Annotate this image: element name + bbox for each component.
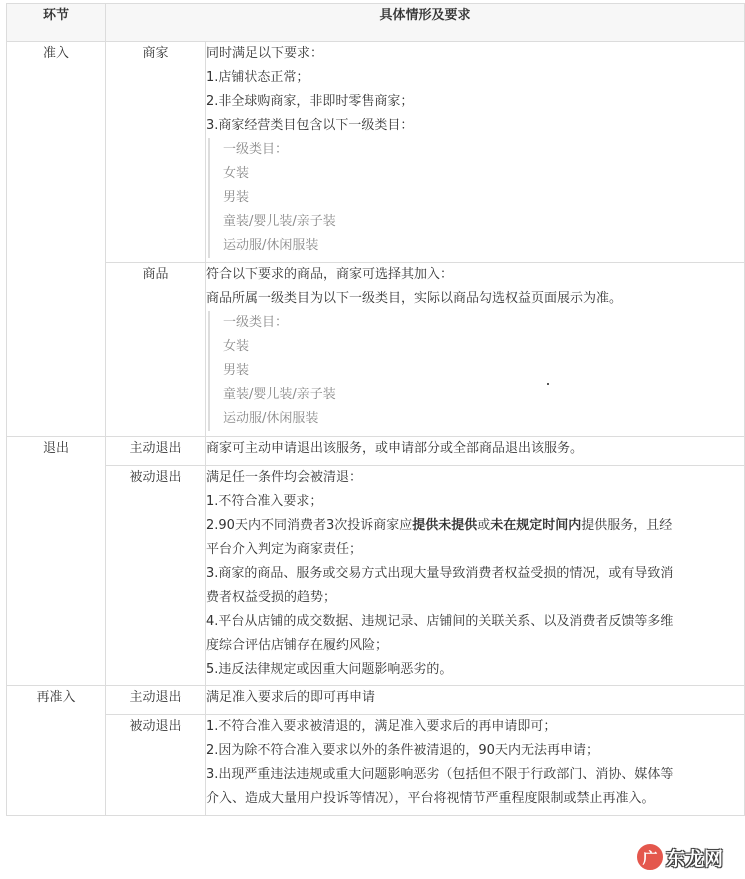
text-segment: 提供服务，且经 [581,518,673,533]
detail-goods [206,263,745,437]
watermark-logo-icon: 广 [636,843,664,871]
text-line: 3.商家经营类目包含以下一级类目： [206,118,414,133]
text-line: 度综合评估店铺存在履约风险； [206,638,389,653]
category-item: 童装/婴儿装/亲子装 [223,214,336,229]
text-line [206,514,744,538]
text-line: 5.违反法律规定或因重大问题影响恶劣的。 [206,662,453,677]
category-item: 运动服/休闲服装 [223,411,319,426]
category-item: 女装 [223,166,250,181]
stage-readmission: 再准入 [7,686,106,816]
text-line: 1.店铺状态正常； [206,70,310,85]
watermark-text: 东龙网 [665,847,723,870]
header-stage: 环节 [7,4,106,42]
sub-goods: 商品 [106,263,206,437]
detail-exit-active [206,437,745,466]
text-line: 商家可主动申请退出该服务，或申请部分或全部商品退出该服务。 [206,441,584,456]
table-row [7,686,745,715]
watermark [636,843,723,871]
category-item: 男装 [223,190,250,205]
text-line: 同时满足以下要求： [206,46,324,61]
header-detail: 具体情形及要求 [106,4,745,42]
category-item: 男装 [223,363,250,378]
text-line: 3.出现严重违法违规或重大问题影响恶劣（包括但不限于行政部门、消协、媒体等 [206,767,674,782]
table-row [7,715,745,816]
sub-merchant: 商家 [106,42,206,263]
text-line: 2.非全球购商家，非即时零售商家； [206,94,414,109]
text-segment: 或 [477,518,491,533]
text-line: 商品所属一级类目为以下一级类目，实际以商品勾选权益页面展示为准。 [206,291,623,306]
category-item: 女装 [223,339,250,354]
text-line: 1.不符合准入要求； [206,494,323,509]
text-segment: 2.90天内不同消费者3次投诉商家应 [206,518,413,533]
sub-exit-active: 主动退出 [106,437,206,466]
text-line: 平台介入判定为商家责任； [206,542,363,557]
table-row [7,42,745,263]
category-item: 运动服/休闲服装 [223,238,319,253]
category-item: 一级类目： [223,142,289,157]
category-quote [208,311,744,431]
text-line: 符合以下要求的商品，商家可选择其加入： [206,267,454,282]
emphasis-text: 提供未提供 [412,518,478,533]
detail-merchant [206,42,745,263]
sub-re-active: 主动退出 [106,686,206,715]
text-line: 4.平台从店铺的成交数据、违规记录、店铺间的关联关系、以及消费者反馈等多维 [206,614,674,629]
text-line: 介入、造成大量用户投诉等情况），平台将视情节严重程度限制或禁止再准入。 [206,791,655,806]
detail-re-active [206,686,745,715]
table-row [7,263,745,437]
text-line: 3.商家的商品、服务或交易方式出现大量导致消费者权益受损的情况，或有导致消 [206,566,674,581]
table-row [7,437,745,466]
category-quote [208,138,744,258]
detail-re-passive [206,715,745,816]
stage-exit: 退出 [7,437,106,686]
table-header-row [7,4,745,42]
sub-exit-passive: 被动退出 [106,466,206,686]
text-line: 1.不符合准入要求被清退的，满足准入要求后的再申请即可； [206,719,557,734]
text-line: 2.因为除不符合准入要求以外的条件被清退的，90天内无法再申请； [206,743,599,758]
stage-admission: 准入 [7,42,106,437]
category-item: 一级类目： [223,315,289,330]
detail-exit-passive [206,466,745,686]
rules-table [6,3,745,816]
text-line: 满足任一条件均会被清退： [206,470,363,485]
emphasis-text: 未在规定时间内 [490,518,582,533]
text-line: 费者权益受损的趋势； [206,590,337,605]
stray-dot [547,383,549,385]
sub-re-passive: 被动退出 [106,715,206,816]
text-line: 满足准入要求后的即可再申请 [206,690,376,705]
category-item: 童装/婴儿装/亲子装 [223,387,336,402]
table-row [7,466,745,686]
